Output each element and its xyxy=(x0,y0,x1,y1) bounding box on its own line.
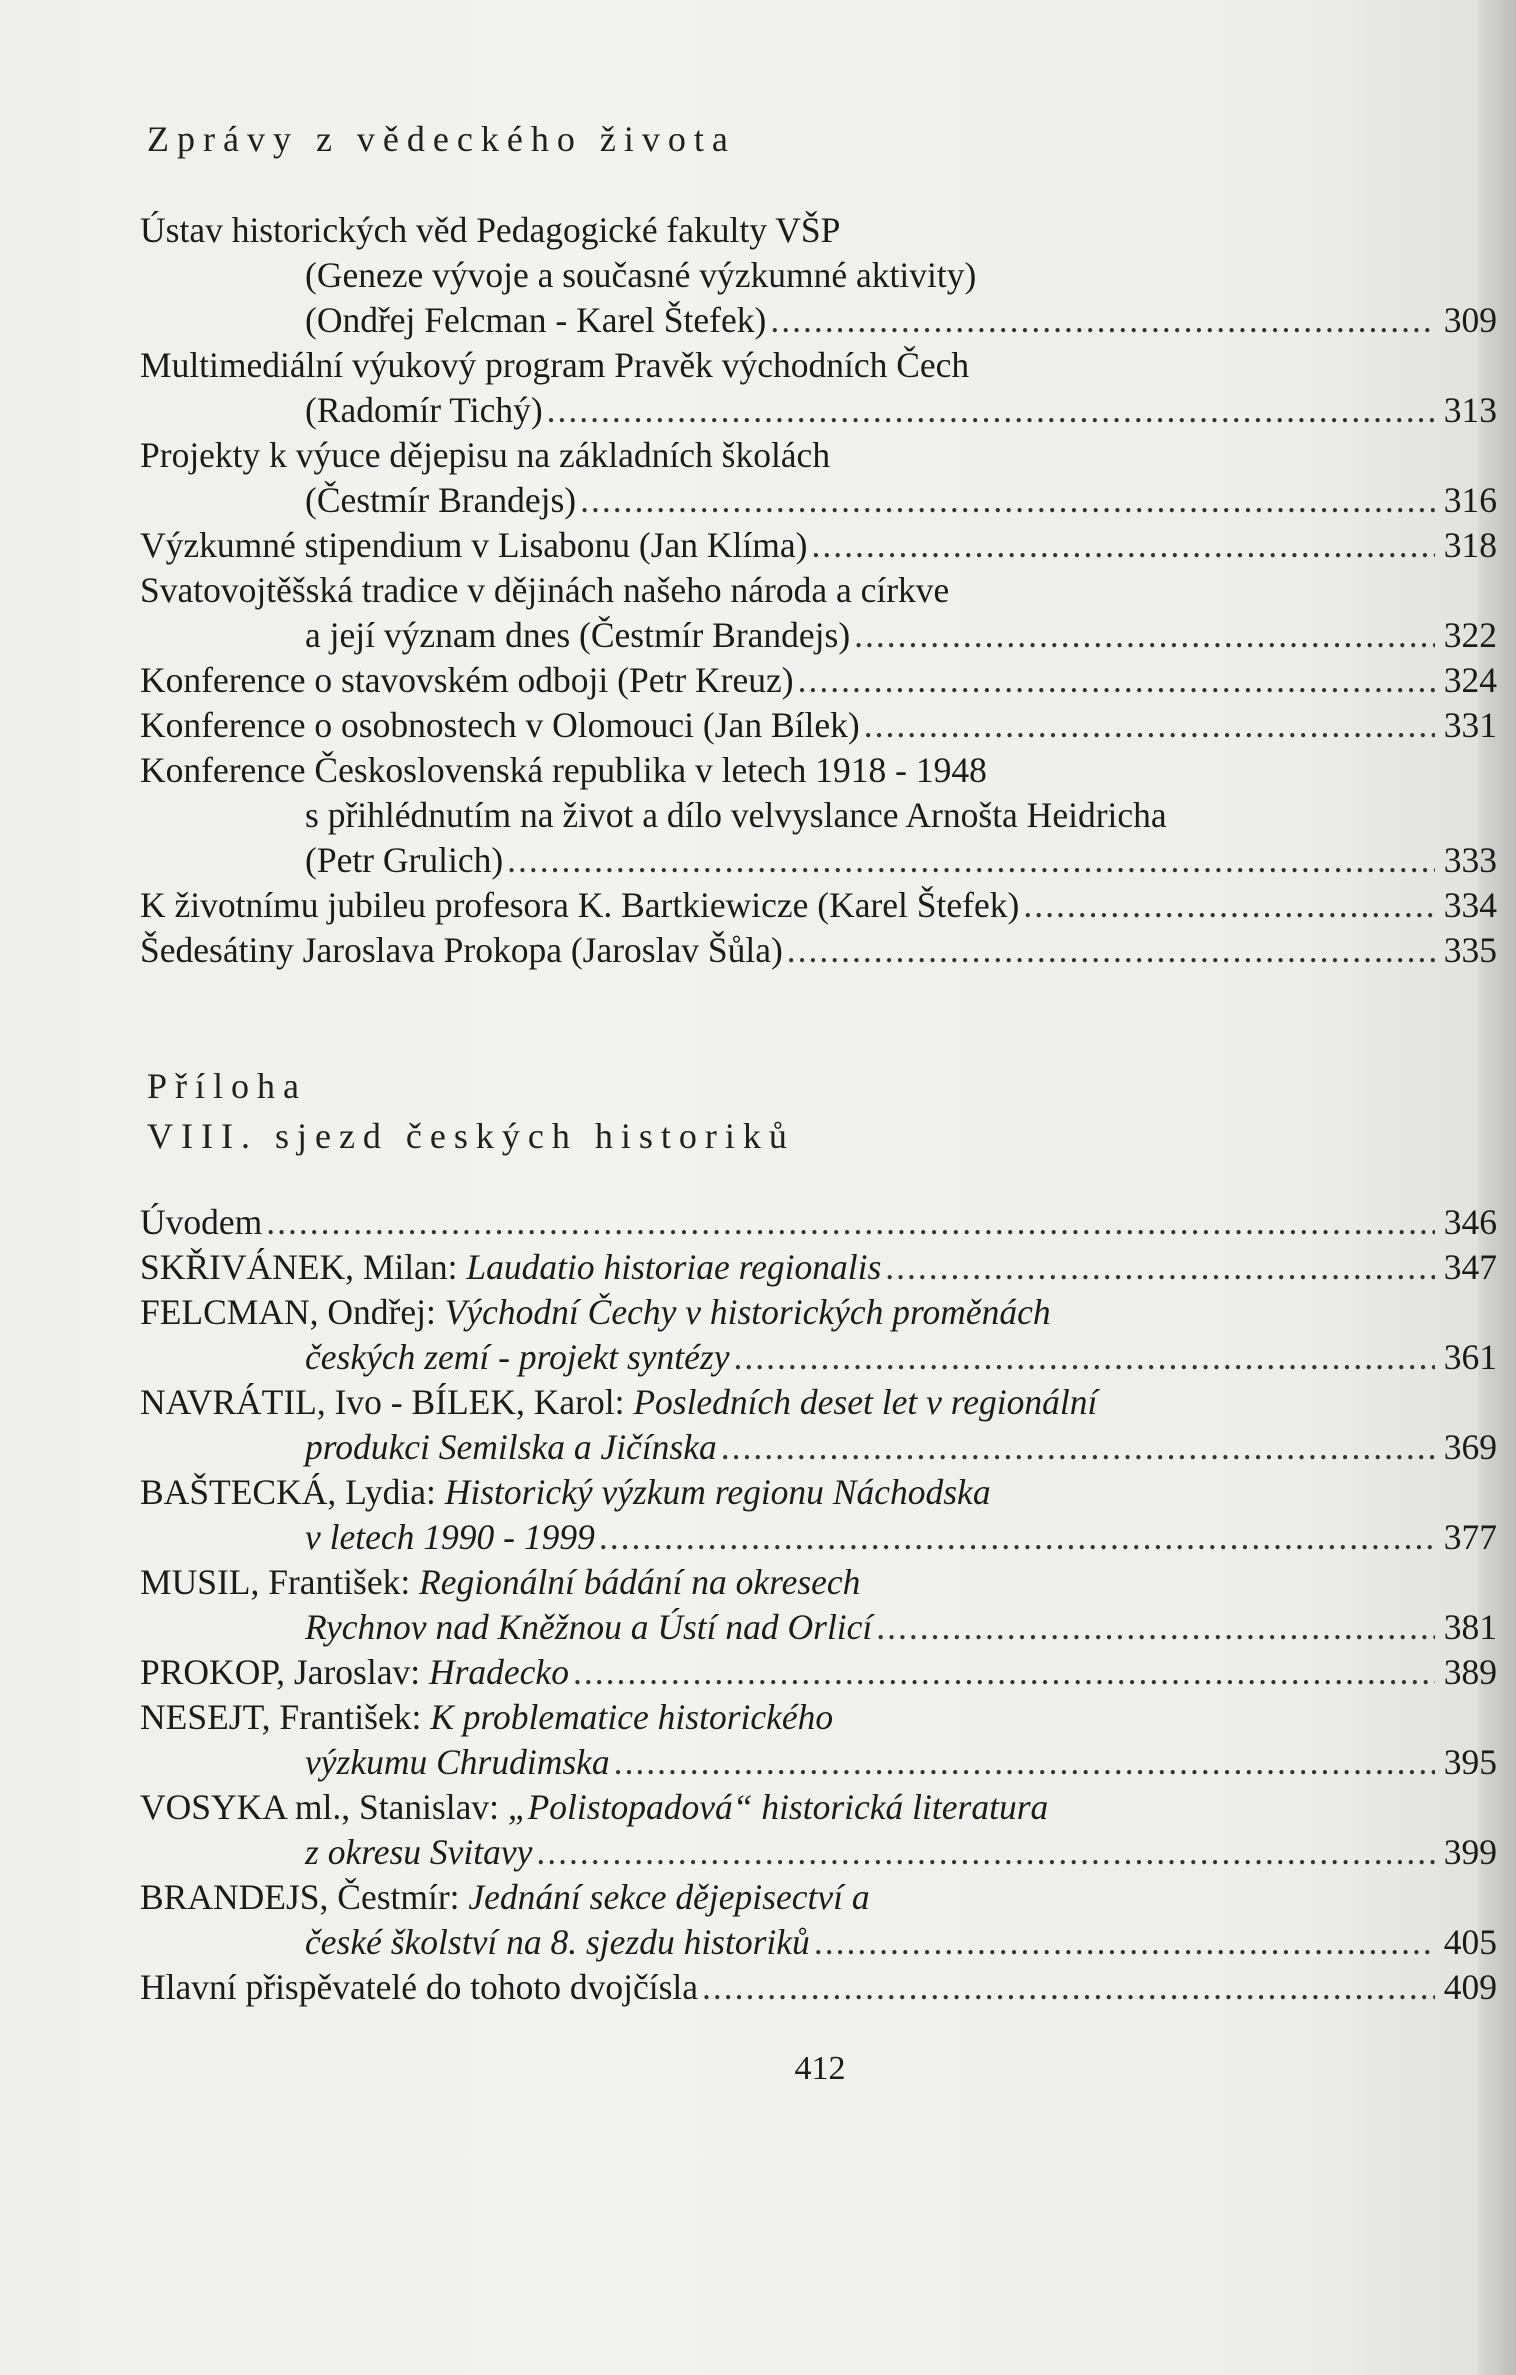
toc-entry-final-line xyxy=(140,478,1497,523)
toc-entry-title: Východní Čechy v historických proměnách xyxy=(444,1292,1051,1332)
toc-entry-plain: a její význam dnes (Čestmír Brandejs) xyxy=(305,615,851,655)
toc-entry-title: produkci Semilska a Jičínska xyxy=(305,1427,717,1467)
toc-entry-line: s přihlédnutím na život a dílo velvyslance Arnošta Heidricha xyxy=(305,795,1167,835)
toc-entry-text xyxy=(140,883,1019,928)
leader-dots xyxy=(580,478,1435,523)
leader-dots xyxy=(547,388,1435,433)
toc-page-number: 331 xyxy=(1443,705,1497,745)
toc-entry-text xyxy=(305,1335,730,1380)
leader-dots xyxy=(721,1425,1435,1470)
toc-entry-title: v letech 1990 - 1999 xyxy=(305,1517,595,1557)
toc-entry-text xyxy=(305,1515,595,1560)
toc-entry xyxy=(140,658,1497,703)
toc-entry-title: K problematice historického xyxy=(430,1697,834,1737)
toc-entry-final-line xyxy=(140,1335,1497,1380)
leader-dots xyxy=(599,1515,1435,1560)
toc-entry-author: BRANDEJS, Čestmír: xyxy=(140,1877,469,1917)
toc-entry-author: NESEJT, František: xyxy=(140,1697,431,1737)
toc-entry xyxy=(140,1785,1497,1875)
toc-entry-text xyxy=(305,478,576,523)
toc-page-number: 313 xyxy=(1443,390,1497,430)
toc-entry-plain: (Ondřej Felcman - Karel Štefek) xyxy=(305,300,767,340)
toc-entry-title: Posledních deset let v regionální xyxy=(633,1382,1098,1422)
leader-dots xyxy=(876,1605,1435,1650)
toc-entry-title: české školství na 8. sjezdu historiků xyxy=(305,1922,810,1962)
leader-dots xyxy=(507,838,1435,883)
toc-entry xyxy=(140,433,1497,523)
toc-entry-plain: Úvodem xyxy=(140,1202,263,1242)
toc-entry-final-line xyxy=(140,613,1497,658)
toc-entry-line: Svatovojtěšská tradice v dějinách našeho národa a církve xyxy=(140,570,950,610)
toc-entry-plain: Konference o osobnostech v Olomouci (Jan Bílek) xyxy=(140,705,860,745)
toc-entry xyxy=(140,1470,1497,1560)
leader-dots xyxy=(770,298,1435,343)
toc-entry-text xyxy=(140,1245,881,1290)
toc-entry-final-line xyxy=(140,838,1497,883)
toc-page-number: 324 xyxy=(1443,660,1497,700)
toc-entry-final-line xyxy=(140,1605,1497,1650)
toc-page-number: 389 xyxy=(1443,1652,1497,1692)
page-number: 412 xyxy=(794,2050,846,2087)
toc-entry-text xyxy=(305,388,543,433)
toc-page-number: 361 xyxy=(1443,1337,1497,1377)
section-heading-news: Zprávy z vědeckého života xyxy=(147,119,736,159)
leader-dots xyxy=(1023,883,1435,928)
toc-entry-final-line xyxy=(140,1830,1497,1875)
toc-entry xyxy=(140,1650,1497,1695)
toc-entry-title: Hradecko xyxy=(428,1652,569,1692)
toc-entry-text xyxy=(140,703,860,748)
toc-entry-title: „Polistopadová“ historická literatura xyxy=(507,1787,1049,1827)
leader-dots xyxy=(787,928,1435,973)
toc-page-number: 318 xyxy=(1443,525,1497,565)
leader-dots xyxy=(702,1965,1435,2010)
leader-dots xyxy=(734,1335,1436,1380)
toc-entry-final-line xyxy=(140,883,1497,928)
toc-entry-title: z okresu Svitavy xyxy=(305,1832,533,1872)
toc-entry-plain: K životnímu jubileu profesora K. Bartkiewicze (Karel Štefek) xyxy=(140,885,1020,925)
toc-entry xyxy=(140,883,1497,928)
toc-entry-plain: Konference o stavovském odboji (Petr Kreuz) xyxy=(140,660,794,700)
toc-entry-line: Multimediální výukový program Pravěk východních Čech xyxy=(140,345,970,385)
toc-entry-final-line xyxy=(140,1200,1497,1245)
toc-entry-final-line xyxy=(140,523,1497,568)
toc-entry-plain: (Petr Grulich) xyxy=(305,840,504,880)
leader-dots xyxy=(814,1920,1435,1965)
toc-entry xyxy=(140,1200,1497,1245)
toc-entry-line: Ústav historických věd Pedagogické fakulty VŠP xyxy=(140,210,841,250)
toc-entry-plain: Hlavní přispěvatelé do tohoto dvojčísla xyxy=(140,1967,699,2007)
toc-page-number: 369 xyxy=(1443,1427,1497,1467)
toc-page-number: 333 xyxy=(1443,840,1497,880)
leader-dots xyxy=(536,1830,1435,1875)
toc-entry xyxy=(140,1965,1497,2010)
toc-entry-text xyxy=(305,1740,610,1785)
toc-entry-final-line xyxy=(140,703,1497,748)
toc-entry xyxy=(140,1245,1497,1290)
toc-entry-text xyxy=(305,1605,872,1650)
toc-entry xyxy=(140,748,1497,883)
toc-entry-title: Laudatio historiae regionalis xyxy=(466,1247,882,1287)
toc-entry-text xyxy=(305,1425,717,1470)
leader-dots xyxy=(614,1740,1435,1785)
section-heading-appendix: Příloha xyxy=(147,1066,307,1106)
leader-dots xyxy=(266,1200,1435,1245)
toc-entry-plain: (Radomír Tichý) xyxy=(305,390,543,430)
toc-entry-author: BAŠTECKÁ, Lydia: xyxy=(140,1472,445,1512)
toc-entry-final-line xyxy=(140,1245,1497,1290)
toc-entry-plain: SKŘIVÁNEK, Milan: xyxy=(140,1247,467,1287)
toc-entry-plain: Výzkumné stipendium v Lisabonu (Jan Klíma) xyxy=(140,525,808,565)
toc-entry-author: MUSIL, František: xyxy=(140,1562,420,1602)
toc-entry xyxy=(140,1875,1497,1965)
toc-page-number: 395 xyxy=(1443,1742,1497,1782)
toc-entry-text xyxy=(305,1830,532,1875)
toc-entry xyxy=(140,1695,1497,1785)
toc-entry-text xyxy=(140,658,794,703)
toc-entry-title: Jednání sekce dějepisectví a xyxy=(468,1877,870,1917)
toc-page-number: 316 xyxy=(1443,480,1497,520)
toc-entry-final-line xyxy=(140,658,1497,703)
toc-entry xyxy=(140,1380,1497,1470)
toc-entry xyxy=(140,343,1497,433)
leader-dots xyxy=(864,703,1435,748)
toc-entry-line xyxy=(140,1290,1497,1335)
toc-entry-final-line xyxy=(140,298,1497,343)
toc-entry-final-line xyxy=(140,1650,1497,1695)
toc-entry-text xyxy=(305,1920,810,1965)
toc-entry-title: Historický výzkum regionu Náchodska xyxy=(444,1472,991,1512)
toc-entry-line xyxy=(140,1875,1497,1920)
toc-entry xyxy=(140,568,1497,658)
toc-page-number: 309 xyxy=(1443,300,1497,340)
toc-entry-text xyxy=(305,838,503,883)
toc-entry-text xyxy=(305,298,766,343)
toc-entry xyxy=(140,523,1497,568)
toc-entry-text xyxy=(140,523,807,568)
toc-entry-line xyxy=(140,1380,1497,1425)
toc-entry-final-line xyxy=(140,1425,1497,1470)
toc-entry-title: Rychnov nad Kněžnou a Ústí nad Orlicí xyxy=(305,1607,873,1647)
toc-page-number: 377 xyxy=(1443,1517,1497,1557)
toc-entry-plain: Šedesátiny Jaroslava Prokopa (Jaroslav Šůla) xyxy=(140,930,783,970)
toc-entry-line xyxy=(140,1470,1497,1515)
leader-dots xyxy=(885,1245,1435,1290)
toc-entry-line xyxy=(140,1560,1497,1605)
toc-entry-title: Regionální bádání na okresech xyxy=(419,1562,861,1602)
toc-congress-list xyxy=(140,1200,1497,2010)
toc-news-list xyxy=(140,208,1497,973)
toc-entry xyxy=(140,928,1497,973)
toc-page-number: 405 xyxy=(1443,1922,1497,1962)
toc-entry-line: Projekty k výuce dějepisu na základních školách xyxy=(140,435,831,475)
toc-entry-author: NAVRÁTIL, Ivo - BÍLEK, Karol: xyxy=(140,1382,634,1422)
toc-entry-text xyxy=(140,1965,698,2010)
toc-entry-line xyxy=(140,1695,1497,1740)
toc-entry xyxy=(140,208,1497,343)
toc-entry-plain: (Čestmír Brandejs) xyxy=(305,480,577,520)
toc-entry-text xyxy=(305,613,850,658)
section-subheading-congress: VIII. sjezd českých historiků xyxy=(147,1116,795,1156)
toc-entry-final-line xyxy=(140,388,1497,433)
toc-page-number: 409 xyxy=(1443,1967,1497,2007)
leader-dots xyxy=(811,523,1435,568)
toc-entry xyxy=(140,1290,1497,1380)
toc-entry-title: výzkumu Chrudimska xyxy=(305,1742,610,1782)
toc-entry-author: FELCMAN, Ondřej: xyxy=(140,1292,445,1332)
toc-entry-text xyxy=(140,1200,262,1245)
toc-page-number: 335 xyxy=(1443,930,1497,970)
toc-entry-final-line xyxy=(140,1920,1497,1965)
toc-entry-line xyxy=(140,1785,1497,1830)
toc-entry-plain: PROKOP, Jaroslav: xyxy=(140,1652,429,1692)
toc-entry xyxy=(140,1560,1497,1650)
leader-dots xyxy=(573,1650,1435,1695)
toc-page-number: 381 xyxy=(1443,1607,1497,1647)
toc-entry-final-line xyxy=(140,1740,1497,1785)
toc-entry-author: VOSYKA ml., Stanislav: xyxy=(140,1787,508,1827)
toc-entry-final-line xyxy=(140,1515,1497,1560)
leader-dots xyxy=(798,658,1435,703)
toc-entry-title: českých zemí - projekt syntézy xyxy=(305,1337,730,1377)
toc-entry-line: (Geneze vývoje a současné výzkumné aktivity) xyxy=(305,255,977,295)
toc-entry-line: Konference Československá republika v letech 1918 - 1948 xyxy=(140,750,987,790)
toc-entry-final-line xyxy=(140,928,1497,973)
toc-entry-text xyxy=(140,1650,569,1695)
toc-page-number: 322 xyxy=(1443,615,1497,655)
toc-page-number: 334 xyxy=(1443,885,1497,925)
toc-page-number: 347 xyxy=(1443,1247,1497,1287)
toc-page-number: 399 xyxy=(1443,1832,1497,1872)
toc-entry xyxy=(140,703,1497,748)
toc-entry-final-line xyxy=(140,1965,1497,2010)
leader-dots xyxy=(854,613,1435,658)
toc-page-number: 346 xyxy=(1443,1202,1497,1242)
toc-entry-text xyxy=(140,928,783,973)
